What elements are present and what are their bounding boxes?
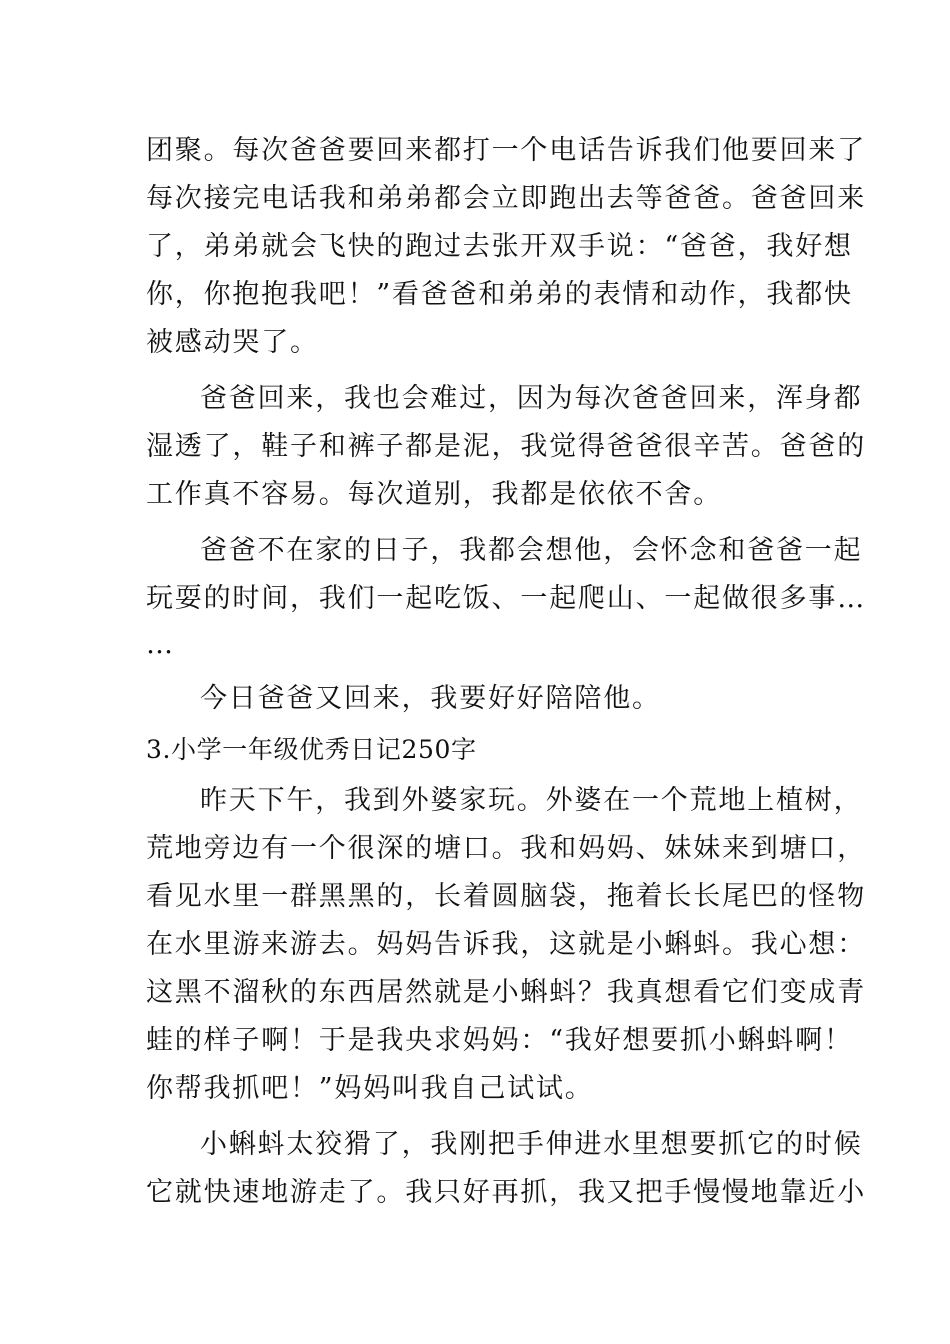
paragraph-line: 爸爸回来，我也会难过，因为每次爸爸回来，浑身都 <box>200 383 863 414</box>
paragraph-line: 被感动哭了。 <box>146 327 319 358</box>
paragraph-line: 爸爸不在家的日子，我都会想他，会怀念和爸爸一起 <box>200 535 863 566</box>
paragraph-line: 看见水里一群黑黑的，长着圆脑袋，拖着长长尾巴的怪物 <box>146 881 866 912</box>
paragraph-line: 荒地旁边有一个很深的塘口。我和妈妈、妹妹来到塘口， <box>146 833 866 864</box>
paragraph-line: 在水里游来游去。妈妈告诉我，这就是小蝌蚪。我心想： <box>146 929 866 960</box>
paragraph-line: 小蝌蚪太狡猾了，我刚把手伸进水里想要抓它的时候 <box>200 1129 863 1160</box>
section-heading: 3.小学一年级优秀日记250字 <box>146 735 477 764</box>
paragraph-line: 它就快速地游走了。我只好再抓，我又把手慢慢地靠近小 <box>146 1177 866 1208</box>
paragraph-line: … <box>146 629 175 660</box>
paragraph-line: 昨天下午，我到外婆家玩。外婆在一个荒地上植树， <box>200 785 863 816</box>
paragraph-line: 团聚。每次爸爸要回来都打一个电话告诉我们他要回来了 <box>146 135 866 166</box>
paragraph-line: 你，你抱抱我吧！”看爸爸和弟弟的表情和动作，我都快 <box>146 279 853 310</box>
paragraph-line: 工作真不容易。每次道别，我都是依依不舍。 <box>146 479 722 510</box>
paragraph-line: 你帮我抓吧！”妈妈叫我自己试试。 <box>146 1073 594 1104</box>
paragraph-line: 每次接完电话我和弟弟都会立即跑出去等爸爸。爸爸回来 <box>146 183 866 214</box>
paragraph-line: 这黑不溜秋的东西居然就是小蝌蚪？我真想看它们变成青 <box>146 977 866 1008</box>
paragraph-line: 蛙的样子啊！于是我央求妈妈：“我好想要抓小蝌蚪啊！ <box>146 1025 853 1056</box>
paragraph-line: 今日爸爸又回来，我要好好陪陪他。 <box>200 683 661 714</box>
paragraph-line: 玩耍的时间，我们一起吃饭、一起爬山、一起做很多事… <box>146 583 866 614</box>
paragraph-line: 了，弟弟就会飞快的跑过去张开双手说：“爸爸，我好想 <box>146 231 853 262</box>
paragraph-line: 湿透了，鞋子和裤子都是泥，我觉得爸爸很辛苦。爸爸的 <box>146 431 866 462</box>
